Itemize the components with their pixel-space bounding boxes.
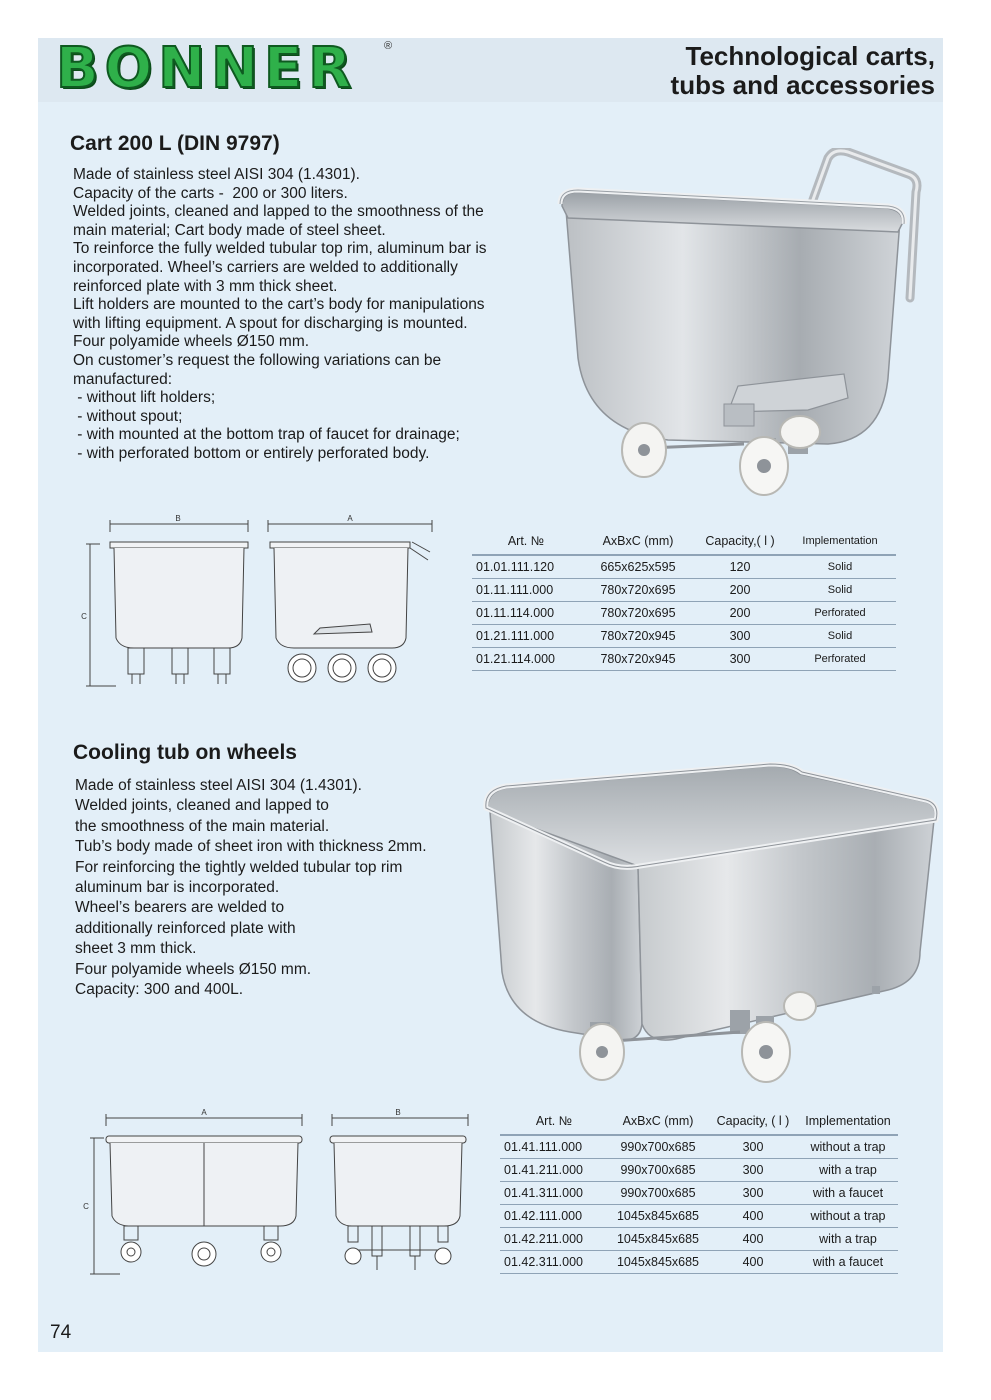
tub-cell-art: 01.41.311.000 — [500, 1182, 608, 1205]
cart-cell-dims: 780x720x945 — [580, 625, 696, 648]
document-title-line2: tubs and accessories — [670, 70, 935, 100]
cart-cell-dims: 780x720x695 — [580, 579, 696, 602]
cart-description-line: - without spout; — [73, 407, 183, 425]
cart-description-line: main material; Cart body made of steel sheet. — [73, 221, 386, 239]
tub-cell-cap: 400 — [708, 1228, 798, 1251]
table-row — [500, 1205, 898, 1228]
cart-drawing-label-front: B — [175, 514, 181, 523]
cart-description-line: - with perforated bottom or entirely perforated body. — [73, 444, 430, 462]
table-row — [500, 1159, 898, 1182]
tub-cell-dims: 1045x845x685 — [608, 1205, 708, 1228]
tub-cell-impl: with a faucet — [798, 1182, 898, 1205]
page-number: 74 — [50, 1322, 72, 1343]
cart-cell-art: 01.11.111.000 — [472, 579, 580, 602]
tub-cell-art: 01.42.111.000 — [500, 1205, 608, 1228]
tub-cell-dims: 990x700x685 — [608, 1135, 708, 1159]
tub-cell-cap: 300 — [708, 1135, 798, 1159]
tub-description-line: sheet 3 mm thick. — [75, 940, 197, 958]
tub-description-line: aluminum bar is incorporated. — [75, 879, 280, 897]
tub-cell-impl: with a trap — [798, 1159, 898, 1182]
tub-cell-impl: with a faucet — [798, 1251, 898, 1274]
table-row — [500, 1135, 898, 1159]
tub-cell-impl: with a trap — [798, 1228, 898, 1251]
cart-cell-art: 01.11.114.000 — [472, 602, 580, 625]
cart-description-line: incorporated. Wheel’s carriers are welded to additionally — [73, 258, 458, 276]
cart-table-header-row — [472, 528, 896, 555]
tub-cell-impl: without a trap — [798, 1135, 898, 1159]
cart-description-line: On customer’s request the following variations can be — [73, 351, 442, 369]
cart-technical-drawing — [80, 512, 440, 694]
cart-table-header-cap: Capacity,( l ) — [696, 528, 784, 555]
tub-cell-dims: 1045x845x685 — [608, 1251, 708, 1274]
cart-description-line: Four polyamide wheels Ø150 mm. — [73, 333, 310, 351]
cart-cell-cap: 300 — [696, 648, 784, 671]
tub-cell-art: 01.42.311.000 — [500, 1251, 608, 1274]
tub-table-header-impl: Implementation — [798, 1108, 898, 1135]
table-row — [472, 555, 896, 579]
tub-photo — [480, 762, 940, 1086]
tub-table-header-row — [500, 1108, 898, 1135]
cart-cell-cap: 200 — [696, 602, 784, 625]
tub-cell-art: 01.42.211.000 — [500, 1228, 608, 1251]
table-row — [472, 579, 896, 602]
tub-cell-dims: 990x700x685 — [608, 1159, 708, 1182]
tub-table-header-cap: Capacity, ( l ) — [708, 1108, 798, 1135]
tub-description-line: Wheel’s bearers are welded to — [75, 899, 285, 917]
tub-description-line: Tub’s body made of sheet iron with thickness 2mm. — [75, 838, 427, 856]
cart-cell-cap: 120 — [696, 555, 784, 579]
cart-description-line: Capacity of the carts - 200 or 300 liters. — [73, 184, 348, 202]
table-row — [500, 1228, 898, 1251]
bonner-logo: BONNER — [56, 36, 358, 101]
cart-drawing-label-side: A — [347, 514, 353, 523]
tub-cell-cap: 400 — [708, 1205, 798, 1228]
tub-section-title: Cooling tub on wheels — [73, 741, 297, 764]
registered-mark: ® — [384, 40, 393, 52]
tub-drawing-label-height: C — [83, 1202, 89, 1211]
cart-table-header-dims: AxBxC (mm) — [580, 528, 696, 555]
tub-cell-art: 01.41.211.000 — [500, 1159, 608, 1182]
cart-section-title: Cart 200 L (DIN 9797) — [70, 132, 280, 155]
table-row — [472, 625, 896, 648]
tub-cell-cap: 400 — [708, 1251, 798, 1274]
cart-description-line: - without lift holders; — [73, 389, 216, 407]
cart-cell-impl: Solid — [784, 625, 896, 648]
cart-cell-cap: 200 — [696, 579, 784, 602]
tub-cell-dims: 1045x845x685 — [608, 1228, 708, 1251]
tub-table-header-art: Art. № — [500, 1108, 608, 1135]
cart-table-header-impl: Implementation — [784, 528, 896, 555]
tub-description-line: For reinforcing the tightly welded tubular top rim — [75, 858, 403, 876]
cart-description-line: manufactured: — [73, 370, 173, 388]
tub-cell-impl: without a trap — [798, 1205, 898, 1228]
tub-description-line: additionally reinforced plate with — [75, 919, 296, 937]
cart-cell-dims: 665x625x595 — [580, 555, 696, 579]
tub-table-header-dims: AxBxC (mm) — [608, 1108, 708, 1135]
table-row — [472, 648, 896, 671]
cart-cell-impl: Perforated — [784, 648, 896, 671]
cart-cell-impl: Solid — [784, 555, 896, 579]
cart-description-line: reinforced plate with 3 mm thick sheet. — [73, 277, 338, 295]
cart-description-line: Welded joints, cleaned and lapped to the smoothness of the — [73, 203, 484, 221]
cart-description — [73, 166, 543, 464]
cart-description-line: - with mounted at the bottom trap of faucet for drainage; — [73, 426, 460, 444]
tub-description-line: Capacity: 300 and 400L. — [75, 981, 244, 999]
table-row — [500, 1182, 898, 1205]
tub-technical-drawing — [80, 1106, 470, 1280]
tub-cell-cap: 300 — [708, 1159, 798, 1182]
tub-description-line: the smoothness of the main material. — [75, 817, 330, 835]
tub-spec-table — [500, 1108, 898, 1274]
cart-cell-art: 01.21.111.000 — [472, 625, 580, 648]
document-title — [671, 42, 935, 100]
tub-drawing-label-side: B — [395, 1108, 401, 1117]
cart-cell-dims: 780x720x945 — [580, 648, 696, 671]
cart-cell-dims: 780x720x695 — [580, 602, 696, 625]
cart-cell-impl: Solid — [784, 579, 896, 602]
tub-drawing-label-front: A — [201, 1108, 207, 1117]
tub-cell-cap: 300 — [708, 1182, 798, 1205]
table-row — [472, 602, 896, 625]
cart-table-header-art: Art. № — [472, 528, 580, 555]
tub-cell-dims: 990x700x685 — [608, 1182, 708, 1205]
cart-description-line: To reinforce the fully welded tubular top rim, aluminum bar is — [73, 240, 487, 258]
tub-description-line: Four polyamide wheels Ø150 mm. — [75, 960, 312, 978]
cart-photo — [548, 148, 928, 500]
cart-cell-cap: 300 — [696, 625, 784, 648]
tub-description — [75, 776, 475, 1000]
table-row — [500, 1251, 898, 1274]
cart-spec-table — [472, 528, 896, 671]
cart-drawing-label-height: C — [81, 612, 87, 621]
cart-cell-art: 01.21.114.000 — [472, 648, 580, 671]
cart-cell-impl: Perforated — [784, 602, 896, 625]
tub-description-line: Made of stainless steel AISI 304 (1.4301). — [75, 777, 362, 794]
cart-cell-art: 01.01.111.120 — [472, 555, 580, 579]
cart-description-line: with lifting equipment. A spout for discharging is mounted. — [73, 314, 468, 332]
cart-description-line: Lift holders are mounted to the cart’s body for manipulations — [73, 296, 485, 314]
tub-description-line: Welded joints, cleaned and lapped to — [75, 797, 329, 815]
cart-description-line: Made of stainless steel AISI 304 (1.4301). — [73, 166, 360, 183]
document-title-line1: Technological carts, — [685, 41, 935, 71]
tub-cell-art: 01.41.111.000 — [500, 1135, 608, 1159]
